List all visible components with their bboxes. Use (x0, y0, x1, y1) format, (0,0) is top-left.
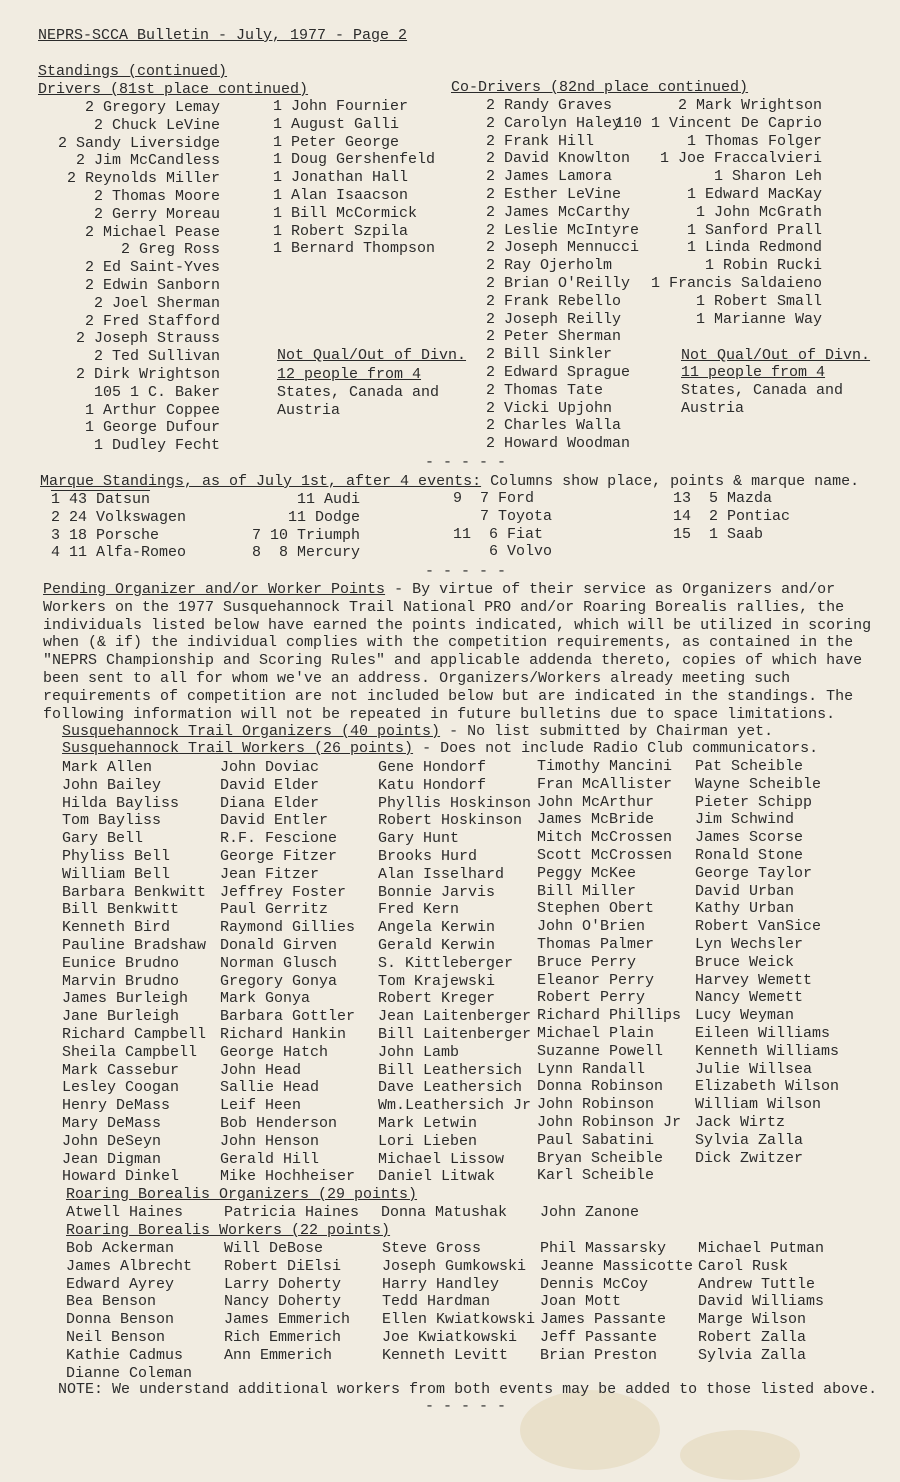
codrivers-column-2 (600, 97, 822, 328)
worker-name: Neil Benson (66, 1328, 166, 1346)
worker-name: Dennis McCoy (540, 1275, 649, 1293)
worker-name: Bob Ackerman (66, 1240, 175, 1257)
driver-entry: 2 Sandy Liversidge (57, 134, 220, 152)
worker-name: Lori Lieben (378, 1132, 478, 1150)
marque-entry: 11 Audi (296, 491, 360, 508)
notqual-line: Austria (681, 399, 745, 417)
codriver-entry: 2 Brian O'Reilly (486, 274, 631, 292)
worker-name: Mark Cassebur (62, 1061, 180, 1079)
worker-name: Bea Benson (66, 1293, 157, 1311)
worker-name: William Bell (62, 865, 171, 883)
worker-name: James Burleigh (62, 990, 189, 1008)
worker-name: Lucy Weyman (695, 1007, 795, 1025)
worker-name: Ann Emmerich (224, 1346, 333, 1364)
worker-name: Richard Phillips (537, 1007, 682, 1025)
worker-name: Mike Hochheiser (220, 1168, 356, 1186)
worker-name: Steve Gross (382, 1240, 482, 1257)
codriver-entry: 2 Joseph Mennucci (486, 239, 640, 257)
worker-name: Michael Plain (537, 1024, 655, 1042)
worker-name: Jeff Passante (540, 1328, 658, 1346)
worker-name: Paul Gerritz (220, 901, 329, 919)
worker-name: Barbara Gottler (220, 1008, 356, 1026)
driver-entry: 2 Ed Saint-Yves (84, 259, 220, 277)
worker-name: Pauline Bradshaw (62, 936, 207, 954)
worker-name: Stephen Obert (537, 900, 655, 918)
drivers-notqual-text (277, 366, 439, 419)
driver-entry: 105 1 C. Baker (93, 383, 220, 401)
marque-entry: 1 43 Datsun (51, 491, 151, 508)
worker-name: Lynn Randall (537, 1060, 646, 1078)
worker-name: Pieter Schipp (695, 793, 813, 811)
worker-name: Ronald Stone (695, 846, 804, 864)
worker-name: Gregory Gonya (220, 972, 338, 990)
drivers-column-2 (273, 98, 435, 258)
marque-entry: 7 10 Triumph (252, 526, 361, 544)
driver-entry: 2 Greg Ross (120, 241, 220, 259)
rb-workers-column-4 (540, 1240, 693, 1365)
st-workers-column-5 (695, 758, 839, 1167)
worker-name: Bonnie Jarvis (378, 883, 496, 901)
worker-name: Raymond Gillies (220, 919, 356, 937)
marque-column-1 (51, 491, 186, 562)
worker-name: Eleanor Perry (537, 971, 655, 989)
worker-name: Hilda Bayliss (62, 794, 180, 812)
marque-entry: 11 6 Fiat (453, 525, 544, 543)
worker-name: Jean Laitenberger (378, 1008, 532, 1026)
st-workers-column-4 (537, 758, 681, 1185)
rb-organizer-name: Patricia Haines (224, 1204, 360, 1221)
worker-name: Barbara Benkwitt (62, 883, 207, 901)
codriver-entry: 2 Vicki Upjohn (486, 399, 613, 417)
codriver-entry: 2 Peter Sherman (486, 328, 622, 346)
worker-name: Wm.Leathersich Jr (378, 1097, 532, 1115)
paper-stain (520, 1390, 660, 1470)
marque-entry: 6 Volvo (453, 543, 553, 561)
worker-name: Tedd Hardman (382, 1293, 491, 1311)
marque-entry: 3 18 Porsche (51, 526, 160, 544)
codrivers-notqual-title: Not Qual/Out of Divn. (681, 347, 871, 364)
driver-entry: 1 Robert Szpila (273, 222, 409, 240)
worker-name: Daniel Litwak (378, 1168, 496, 1186)
drivers-title: Drivers (81st place continued) (38, 81, 309, 98)
codriver-entry: 1 Sanford Prall (686, 221, 822, 239)
rb-organizer-name: John Zanone (540, 1204, 640, 1221)
worker-name: Bill Laitenberger (378, 1025, 532, 1043)
worker-name: Phyllis Hoskinson (378, 794, 532, 812)
codriver-entry: 1 Edward MacKay (686, 185, 822, 203)
worker-name: Diana Elder (220, 794, 320, 812)
worker-name: Richard Hankin (220, 1025, 347, 1043)
marque-heading: Marque Standings, as of July 1st, after 4 events: Columns show place, points & marque name. (40, 473, 860, 490)
worker-name: James Passante (540, 1311, 667, 1329)
rb-organizer-name: Donna Matushak (381, 1204, 508, 1221)
worker-name: Brooks Hurd (378, 847, 478, 865)
separator: - - - - - (425, 563, 507, 580)
drivers-column-1 (40, 99, 220, 455)
worker-name: George Hatch (220, 1043, 329, 1061)
codriver-entry: 1 John McGrath (695, 203, 822, 221)
worker-name: Robert Hoskinson (378, 812, 523, 830)
driver-entry: 1 George Dufour (84, 419, 220, 437)
worker-name: John McArthur (537, 793, 655, 811)
worker-name: Mary DeMass (62, 1114, 162, 1132)
rb-workers-heading: Roaring Borealis Workers (22 points) (66, 1222, 391, 1239)
worker-name: David Elder (220, 776, 320, 794)
worker-name: Sylvia Zalla (698, 1346, 807, 1364)
marque-entry: 7 Toyota (453, 507, 553, 525)
worker-name: Fran McAllister (537, 775, 673, 793)
worker-name: Tom Krajewski (378, 972, 496, 990)
codriver-entry: 1 Thomas Folger (686, 132, 822, 150)
worker-name: John DeSeyn (62, 1132, 162, 1150)
worker-name: Larry Doherty (224, 1275, 342, 1293)
marque-entry: 14 2 Pontiac (673, 507, 791, 525)
separator: - - - - - (425, 1398, 507, 1415)
worker-name: Harvey Wemett (695, 971, 813, 989)
st-workers-column-2 (220, 759, 355, 1186)
worker-name: John Head (220, 1061, 302, 1079)
worker-name: Phyliss Bell (62, 847, 171, 865)
driver-entry: 2 Ted Sullivan (93, 348, 220, 366)
worker-name: Tom Bayliss (62, 812, 162, 830)
worker-name: Donna Benson (66, 1311, 175, 1329)
codriver-entry: 110 1 Vincent De Caprio (614, 114, 822, 132)
worker-name: R.F. Fescione (220, 830, 338, 848)
codriver-entry: 2 Mark Wrightson (677, 97, 822, 114)
worker-name: John Henson (220, 1132, 320, 1150)
worker-name: James Scorse (695, 829, 804, 847)
codrivers-notqual-text (681, 364, 843, 417)
marque-column-4 (673, 490, 790, 543)
driver-entry: 2 Dirk Wrightson (75, 365, 220, 383)
worker-name: David Urban (695, 882, 795, 900)
worker-name: George Fitzer (220, 847, 338, 865)
driver-entry: 1 Arthur Coppee (84, 401, 220, 419)
worker-name: Lesley Coogan (62, 1079, 180, 1097)
worker-name: Fred Kern (378, 901, 460, 919)
worker-name: Bill Benkwitt (62, 901, 180, 919)
driver-entry: 1 Peter George (273, 133, 400, 151)
codriver-entry: 2 James McCarthy (486, 203, 631, 221)
worker-name: Kathie Cadmus (66, 1346, 184, 1364)
worker-name: Michael Lissow (378, 1150, 505, 1168)
marque-column-3 (453, 490, 552, 561)
worker-name: Mark Letwin (378, 1114, 478, 1132)
worker-name: Joan Mott (540, 1293, 622, 1311)
worker-name: Marge Wilson (698, 1311, 807, 1329)
worker-name: Sheila Campbell (62, 1043, 198, 1061)
worker-name: Howard Dinkel (62, 1168, 180, 1186)
worker-name: Jean Digman (62, 1150, 162, 1168)
worker-name: Scott McCrossen (537, 846, 673, 864)
worker-name: Bill Miller (537, 882, 637, 900)
codriver-entry: 1 Joe Fraccalvieri (659, 150, 822, 168)
worker-name: Dianne Coleman (66, 1364, 193, 1382)
marque-column-2 (252, 491, 360, 562)
worker-name: Nancy Doherty (224, 1293, 342, 1311)
worker-name: Jack Wirtz (695, 1113, 786, 1131)
codriver-entry: 2 James Lamora (486, 168, 613, 186)
driver-entry: 2 Joseph Strauss (75, 330, 220, 348)
notqual-line: 12 people from 4 (277, 366, 422, 383)
marque-entry: 15 1 Saab (673, 525, 764, 543)
worker-name: Donna Robinson (537, 1078, 664, 1096)
worker-name: John Robinson (537, 1096, 655, 1114)
worker-name: Joe Kwiatkowski (382, 1328, 518, 1346)
worker-name: Robert Perry (537, 989, 646, 1007)
worker-name: Dick Zwitzer (695, 1149, 804, 1167)
worker-name: Kathy Urban (695, 900, 795, 918)
worker-name: David Williams (698, 1293, 825, 1311)
worker-name: Pat Scheible (695, 758, 804, 775)
worker-name: Richard Campbell (62, 1025, 207, 1043)
standings-title: Standings (continued) (38, 63, 228, 80)
st-workers-column-1 (62, 759, 206, 1186)
worker-name: Timothy Mancini (537, 758, 673, 775)
codriver-entry: 2 David Knowlton (486, 150, 631, 168)
codriver-entry: 1 Robert Small (695, 292, 822, 310)
codriver-entry: 2 Howard Woodman (486, 435, 631, 453)
codriver-entry: 1 Robin Rucki (704, 257, 822, 275)
driver-entry: 1 August Galli (273, 115, 400, 133)
worker-name: Mark Allen (62, 759, 153, 776)
worker-name: Bruce Weick (695, 953, 795, 971)
driver-entry: 2 Thomas Moore (93, 187, 220, 205)
worker-name: George Taylor (695, 864, 813, 882)
worker-name: Jim Schwind (695, 811, 795, 829)
codriver-entry: 2 Frank Rebello (486, 292, 622, 310)
worker-name: S. Kittleberger (378, 954, 514, 972)
worker-name: Gerald Kerwin (378, 936, 496, 954)
worker-name: Joseph Gumkowski (382, 1257, 527, 1275)
rb-organizer-name: Atwell Haines (66, 1204, 184, 1221)
codriver-entry: 2 Carolyn Haley (486, 114, 622, 132)
marque-entry: 2 24 Volkswagen (51, 508, 187, 526)
codriver-entry: 2 Frank Hill (486, 132, 595, 150)
worker-name: James Emmerich (224, 1311, 351, 1329)
notqual-line: States, Canada and (681, 381, 844, 399)
worker-name: Mark Gonya (220, 990, 311, 1008)
worker-name: Robert Zalla (698, 1328, 807, 1346)
closing-note: NOTE: We understand additional workers from both events may be added to those listed above. (58, 1381, 878, 1398)
worker-name: William Wilson (695, 1096, 822, 1114)
worker-name: John Lamb (378, 1043, 460, 1061)
worker-name: Eileen Williams (695, 1024, 831, 1042)
worker-name: Karl Scheible (537, 1167, 655, 1185)
driver-entry: 2 Fred Stafford (84, 312, 220, 330)
worker-name: Harry Handley (382, 1275, 500, 1293)
codriver-entry: 2 Edward Sprague (486, 363, 631, 381)
worker-name: Jeanne Massicotte (540, 1257, 694, 1275)
rb-workers-column-5 (698, 1240, 824, 1365)
codriver-entry: 2 Randy Graves (486, 97, 613, 114)
codriver-entry: 2 Bill Sinkler (486, 346, 613, 364)
paper-stain (680, 1430, 800, 1480)
worker-name: Will DeBose (224, 1240, 324, 1257)
marque-entry: 13 5 Mazda (673, 490, 773, 507)
worker-name: Ellen Kwiatkowski (382, 1311, 536, 1329)
st-workers-line: Susquehannock Trail Workers (26 points) - Does not include Radio Club communicators. (62, 740, 819, 757)
worker-name: Gerald Hill (220, 1150, 320, 1168)
marque-entry: 4 11 Alfa-Romeo (51, 544, 187, 562)
worker-name: John O'Brien (537, 918, 646, 936)
marque-entry: 11 Dodge (287, 508, 360, 526)
worker-name: Norman Glusch (220, 954, 338, 972)
worker-name: David Entler (220, 812, 329, 830)
st-organizers-line: Susquehannock Trail Organizers (40 points) - No list submitted by Chairman yet. (62, 723, 774, 740)
driver-entry: 1 Dudley Fecht (93, 437, 220, 455)
worker-name: Robert Kreger (378, 990, 496, 1008)
codriver-entry: 1 Francis Saldaieno (650, 274, 822, 292)
worker-name: Thomas Palmer (537, 935, 655, 953)
worker-name: John Robinson Jr (537, 1113, 682, 1131)
marque-entry: 8 8 Mercury (252, 544, 361, 562)
st-workers-column-3 (378, 759, 531, 1186)
worker-name: Lyn Wechsler (695, 935, 804, 953)
worker-name: Phil Massarsky (540, 1240, 667, 1257)
worker-name: Sylvia Zalla (695, 1131, 804, 1149)
worker-name: Gary Bell (62, 830, 144, 848)
worker-name: Andrew Tuttle (698, 1275, 816, 1293)
worker-name: Katu Hondorf (378, 776, 487, 794)
worker-name: Julie Willsea (695, 1060, 813, 1078)
worker-name: Robert DiElsi (224, 1257, 342, 1275)
worker-name: Nancy Wemett (695, 989, 804, 1007)
worker-name: Edward Ayrey (66, 1275, 175, 1293)
codriver-entry: 2 Thomas Tate (486, 381, 604, 399)
driver-entry: 1 Jonathan Hall (273, 169, 409, 187)
worker-name: Rich Emmerich (224, 1328, 342, 1346)
worker-name: Michael Putman (698, 1240, 825, 1257)
worker-name: Jane Burleigh (62, 1008, 180, 1026)
worker-name: Eunice Brudno (62, 954, 180, 972)
rb-workers-column-2 (224, 1240, 350, 1365)
worker-name: Kenneth Williams (695, 1042, 840, 1060)
worker-name: John Bailey (62, 776, 162, 794)
driver-entry: 2 Edwin Sanborn (84, 276, 220, 294)
page-header: NEPRS-SCCA Bulletin - July, 1977 - Page 2 (38, 27, 408, 44)
worker-name: Peggy McKee (537, 864, 637, 882)
worker-name: Donald Girven (220, 936, 338, 954)
worker-name: Wayne Scheible (695, 775, 822, 793)
notqual-line: Austria (277, 401, 341, 419)
worker-name: Henry DeMass (62, 1097, 171, 1115)
worker-name: Angela Kerwin (378, 919, 496, 937)
worker-name: Bruce Perry (537, 953, 637, 971)
driver-entry: 2 Reynolds Miller (66, 170, 220, 188)
worker-name: Kenneth Bird (62, 919, 171, 937)
codriver-entry: 1 Marianne Way (695, 310, 822, 328)
worker-name: Brian Preston (540, 1346, 658, 1364)
worker-name: Gene Hondorf (378, 759, 487, 776)
codriver-entry: 2 Ray Ojerholm (486, 257, 613, 275)
worker-name: Kenneth Levitt (382, 1346, 509, 1364)
driver-entry: 1 Bill McCormick (273, 204, 418, 222)
driver-entry: 2 Jim McCandless (75, 152, 220, 170)
codriver-entry: 1 Linda Redmond (686, 239, 822, 257)
codriver-entry: 2 Joseph Reilly (486, 310, 622, 328)
worker-name: Bryan Scheible (537, 1149, 664, 1167)
notqual-line: States, Canada and (277, 383, 440, 401)
worker-name: Suzanne Powell (537, 1042, 664, 1060)
codriver-entry: 2 Esther LeVine (486, 185, 622, 203)
codriver-entry: 2 Leslie McIntyre (486, 221, 640, 239)
worker-name: Bob Henderson (220, 1114, 338, 1132)
driver-entry: 2 Joel Sherman (93, 294, 220, 312)
rb-workers-column-1 (66, 1240, 192, 1382)
separator: - - - - - (425, 454, 507, 471)
worker-name: Dave Leathersich (378, 1079, 523, 1097)
worker-name: Jeffrey Foster (220, 883, 347, 901)
worker-name: Mitch McCrossen (537, 829, 673, 847)
worker-name: Sallie Head (220, 1079, 320, 1097)
driver-entry: 2 Chuck LeVine (93, 116, 220, 134)
driver-entry: 1 Alan Isaacson (273, 186, 409, 204)
rb-workers-column-3 (382, 1240, 535, 1365)
driver-entry: 1 John Fournier (273, 98, 409, 115)
marque-entry: 9 7 Ford (453, 490, 535, 507)
driver-entry: 1 Doug Gershenfeld (273, 151, 436, 169)
notqual-line: 11 people from 4 (681, 364, 826, 381)
pending-paragraph: Pending Organizer and/or Worker Points - By virtue of their service as Organizers and/or Workers on the 1977 Susquehannock Trail National PRO and/or Roaring Borealis rallies, the individuals listed below have earned the points indicated, which will be utilized in scoring when (& if) the individual complies with the competition requirements, as contained in the "NEPRS Championship and Scoring Rules" and applicable addenda thereto, copies of which have been sent to all for whom we've an address. Organizers/Workers already meeting such requirements of competition are not included below but are indicated in the standings. The following information will not be repeated in future bulletins due to space limitations. (43, 581, 872, 723)
driver-entry: 2 Gerry Moreau (93, 205, 220, 223)
worker-name: Paul Sabatini (537, 1131, 655, 1149)
worker-name: Leif Heen (220, 1097, 302, 1115)
drivers-notqual-title: Not Qual/Out of Divn. (277, 347, 467, 364)
worker-name: Bill Leathersich (378, 1061, 523, 1079)
worker-name: Marvin Brudno (62, 972, 180, 990)
worker-name: John Doviac (220, 759, 320, 776)
worker-name: Carol Rusk (698, 1257, 789, 1275)
worker-name: Robert VanSice (695, 918, 822, 936)
codriver-entry: 1 Sharon Leh (713, 168, 822, 186)
driver-entry: 2 Michael Pease (84, 223, 220, 241)
worker-name: Alan Isselhard (378, 865, 505, 883)
worker-name: James Albrecht (66, 1257, 193, 1275)
worker-name: James McBride (537, 811, 655, 829)
driver-entry: 2 Gregory Lemay (84, 99, 220, 116)
codriver-entry: 2 Charles Walla (486, 417, 622, 435)
codrivers-title: Co-Drivers (82nd place continued) (451, 79, 749, 96)
worker-name: Elizabeth Wilson (695, 1078, 840, 1096)
rb-organizers-heading: Roaring Borealis Organizers (29 points) (66, 1186, 418, 1203)
worker-name: Jean Fitzer (220, 865, 320, 883)
worker-name: Gary Hunt (378, 830, 460, 848)
driver-entry: 1 Bernard Thompson (273, 240, 436, 258)
